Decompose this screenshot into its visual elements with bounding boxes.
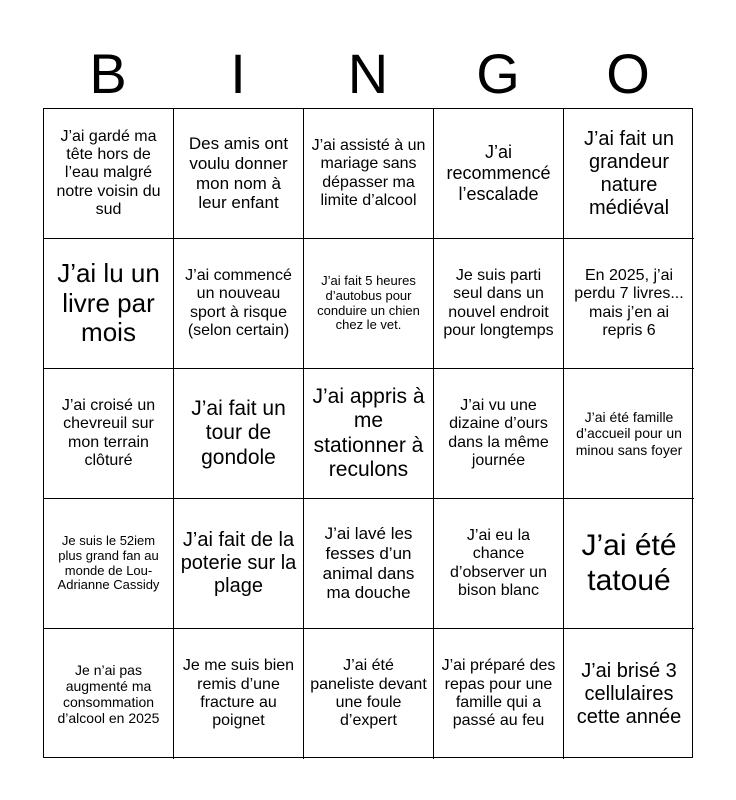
bingo-cell[interactable]: J’ai fait un grandeur nature médiéval	[564, 109, 694, 239]
bingo-cell[interactable]: J’ai fait de la poterie sur la plage	[174, 499, 304, 629]
bingo-cell[interactable]: J’ai commencé un nouveau sport à risque (selon certain)	[174, 239, 304, 369]
header-letter-b: B	[89, 42, 127, 105]
bingo-cell[interactable]: En 2025, j’ai perdu 7 livres... mais j’en ai repris 6	[564, 239, 694, 369]
bingo-cell[interactable]: Je suis le 52iem plus grand fan au monde de Lou-Adrianne Cassidy	[44, 499, 174, 629]
bingo-cell[interactable]: J’ai gardé ma tête hors de l’eau malgré notre voisin du sud	[44, 109, 174, 239]
bingo-cell[interactable]: Je me suis bien remis d’une fracture au poignet	[174, 629, 304, 759]
header-letter-n: N	[347, 42, 389, 105]
bingo-cell[interactable]: J’ai lu un livre par mois	[44, 239, 174, 369]
bingo-cell[interactable]: J’ai lavé les fesses d’un animal dans ma douche	[304, 499, 434, 629]
bingo-cell[interactable]: J’ai vu une dizaine d’ours dans la même journée	[434, 369, 564, 499]
header-letter-g: G	[476, 42, 520, 105]
bingo-cell[interactable]: Je suis parti seul dans un nouvel endroit pour longtemps	[434, 239, 564, 369]
bingo-cell[interactable]: J’ai assisté à un mariage sans dépasser ma limite d’alcool	[304, 109, 434, 239]
bingo-cell[interactable]: J’ai été tatoué	[564, 499, 694, 629]
bingo-cell[interactable]: J’ai recommencé l’escalade	[434, 109, 564, 239]
bingo-cell[interactable]: J’ai appris à me stationner à reculons	[304, 369, 434, 499]
bingo-cell[interactable]: Des amis ont voulu donner mon nom à leur enfant	[174, 109, 304, 239]
bingo-cell[interactable]: J’ai croisé un chevreuil sur mon terrain clôturé	[44, 369, 174, 499]
bingo-header	[43, 40, 693, 108]
header-letter-o: O	[606, 42, 650, 105]
bingo-cell[interactable]: J’ai eu la chance d’observer un bison blanc	[434, 499, 564, 629]
bingo-cell[interactable]: J’ai fait un tour de gondole	[174, 369, 304, 499]
bingo-cell[interactable]: J’ai fait 5 heures d’autobus pour conduire un chien chez le vet.	[304, 239, 434, 369]
bingo-cell[interactable]: J’ai été famille d’accueil pour un minou sans foyer	[564, 369, 694, 499]
header-letter-i: I	[230, 42, 246, 105]
bingo-cell[interactable]: J’ai été paneliste devant une foule d’expert	[304, 629, 434, 759]
bingo-cell[interactable]: J’ai préparé des repas pour une famille qui a passé au feu	[434, 629, 564, 759]
bingo-board	[43, 108, 693, 758]
bingo-cell[interactable]: J’ai brisé 3 cellulaires cette année	[576, 659, 682, 728]
bingo-cell[interactable]: Je n’ai pas augmenté ma consommation d’alcool en 2025	[44, 629, 174, 759]
